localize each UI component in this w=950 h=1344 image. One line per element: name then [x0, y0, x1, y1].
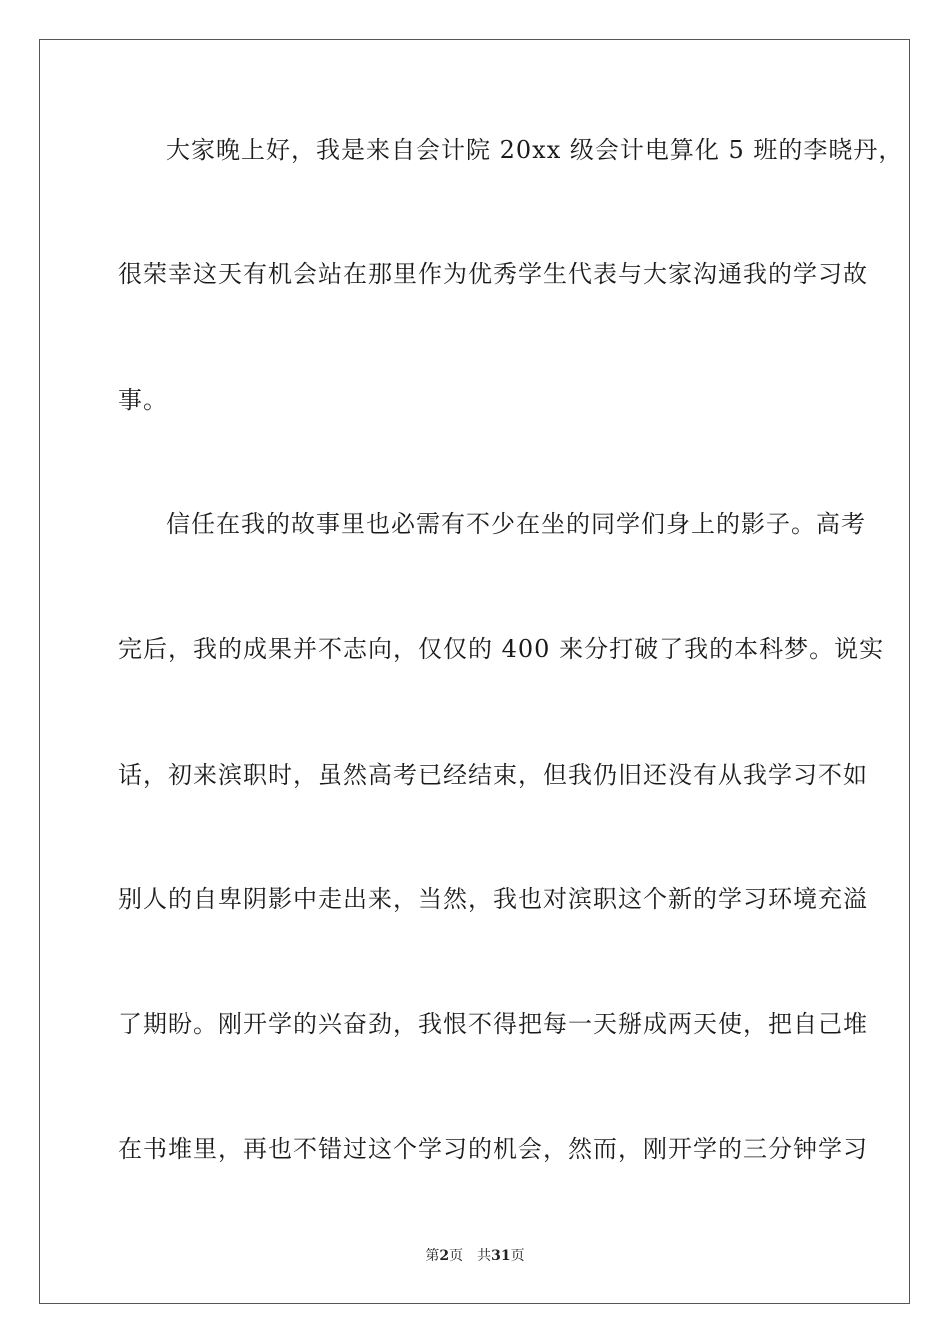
paragraph-1-line-3: 事。 — [118, 386, 168, 414]
page-number: 2 — [439, 1248, 450, 1264]
page-prefix: 第 — [425, 1248, 440, 1264]
total-suffix: 页 — [510, 1248, 525, 1264]
paragraph-2-line-4: 别人的自卑阴影中走出来，当然，我也对滨职这个新的学习环境充溢 — [118, 885, 868, 913]
paragraph-1-line-2: 很荣幸这天有机会站在那里作为优秀学生代表与大家沟通我的学习故 — [118, 260, 868, 288]
page-border — [39, 39, 910, 1304]
page-suffix: 页 — [449, 1248, 464, 1264]
paragraph-2-line-6: 在书堆里，再也不错过这个学习的机会，然而，刚开学的三分钟学习 — [118, 1135, 868, 1163]
paragraph-1-line-1: 大家晚上好，我是来自会计院 20xx 级会计电算化 5 班的李晓丹， — [166, 136, 904, 164]
paragraph-2-line-5: 了期盼。刚开学的兴奋劲，我恨不得把每一天掰成两天使，把自己堆 — [118, 1010, 868, 1038]
paragraph-2-line-2: 完后，我的成果并不志向，仅仅的 400 来分打破了我的本科梦。说实 — [118, 635, 885, 663]
total-prefix: 共 — [477, 1248, 492, 1264]
total-pages: 31 — [491, 1248, 511, 1264]
paragraph-2-line-3: 话，初来滨职时，虽然高考已经结束，但我仍旧还没有从我学习不如 — [118, 761, 868, 789]
paragraph-2-line-1: 信任在我的故事里也必需有不少在坐的同学们身上的影子。高考 — [166, 510, 866, 538]
page-footer — [0, 1247, 950, 1265]
